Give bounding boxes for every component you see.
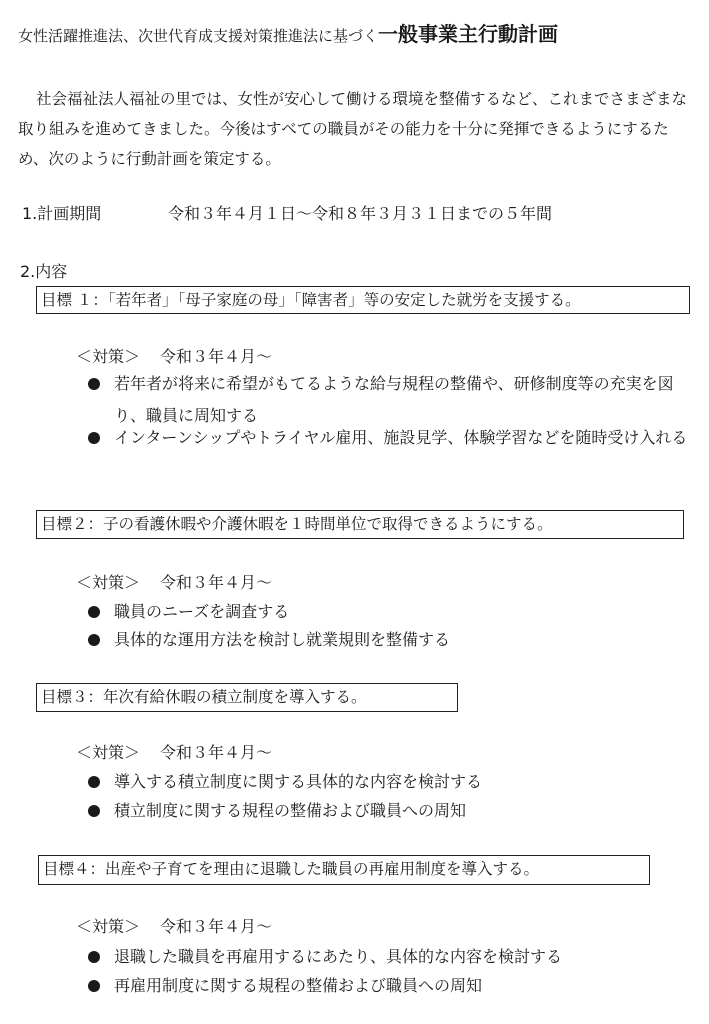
- bullet-icon: [88, 432, 100, 444]
- measure-heading-1: [76, 344, 272, 367]
- bullet-text: インターンシップやトライヤル雇用、施設見学、体験学習などを随時受け入れる: [114, 428, 688, 447]
- measure-heading-2: [76, 570, 272, 593]
- period-value: 令和３年４月１日～令和８年３月３１日までの５年間: [168, 204, 553, 223]
- intro-paragraph: [18, 84, 698, 174]
- measure-label: ＜対策＞: [76, 347, 141, 366]
- content-heading: 2.内容: [20, 262, 68, 281]
- measure-label: ＜対策＞: [76, 917, 141, 936]
- measure-date: 令和３年４月～: [160, 573, 273, 592]
- bullet-text: 退職した職員を再雇用するにあたり、具体的な内容を検討する: [114, 947, 563, 966]
- bullet-icon: [88, 378, 100, 390]
- bullet-text: 具体的な運用方法を検討し就業規則を整備する: [114, 630, 451, 649]
- goal-title: 目標３：年次有給休暇の積立制度を導入する。: [41, 688, 367, 706]
- goal-box-3: [36, 683, 458, 712]
- measure-heading-3: [76, 740, 272, 763]
- bullet-text: 再雇用制度に関する規程の整備および職員への周知: [114, 976, 483, 995]
- measure-date: 令和３年４月～: [160, 743, 273, 762]
- bullet-icon: [88, 980, 100, 992]
- bullet-icon: [88, 634, 100, 646]
- bullet-icon: [88, 951, 100, 963]
- measure-label: ＜対策＞: [76, 743, 141, 762]
- bullet-icon: [88, 776, 100, 788]
- bullet-text: 導入する積立制度に関する具体的な内容を検討する: [114, 772, 483, 791]
- goal-box-4: [38, 855, 650, 885]
- measure-heading-4: [76, 914, 272, 937]
- document-title: 一般事業主行動計画: [378, 22, 559, 46]
- bullet-icon: [88, 606, 100, 618]
- goal-box-1: [36, 286, 690, 314]
- goal-title: 目標 １：「若年者」「母子家庭の母」「障害者」等の安定した就労を支援する。: [41, 291, 581, 309]
- goal-title: 目標２：子の看護休暇や介護休暇を１時間単位で取得できるようにする。: [41, 515, 553, 533]
- goal-title: 目標４：出産や子育てを理由に退職した職員の再雇用制度を導入する。: [43, 860, 540, 878]
- measure-date: 令和３年４月～: [160, 347, 273, 366]
- bullet-text: 積立制度に関する規程の整備および職員への周知: [114, 801, 467, 820]
- measure-date: 令和３年４月～: [160, 917, 273, 936]
- bullet-text: 職員のニーズを調査する: [114, 602, 290, 621]
- goal-box-2: [36, 510, 684, 539]
- period-label: 1.計画期間: [22, 204, 102, 223]
- measure-label: ＜対策＞: [76, 573, 141, 592]
- document-subtitle: 女性活躍推進法、次世代育成支援対策推進法に基づく: [18, 27, 379, 45]
- intro-text: 社会福祉法人福祉の里では、女性が安心して働ける環境を整備するなど、これまでさまざまな取り組みを進めてきました。今後はすべての職員がその能力を十分に発揮できるようにするため、次のように行動計画を策定する。: [18, 90, 688, 168]
- bullet-text: 若年者が将来に希望がもてるような給与規程の整備や、研修制度等の充実を図り、職員に周知する: [114, 374, 674, 425]
- bullet-icon: [88, 805, 100, 817]
- document-header: [18, 18, 558, 47]
